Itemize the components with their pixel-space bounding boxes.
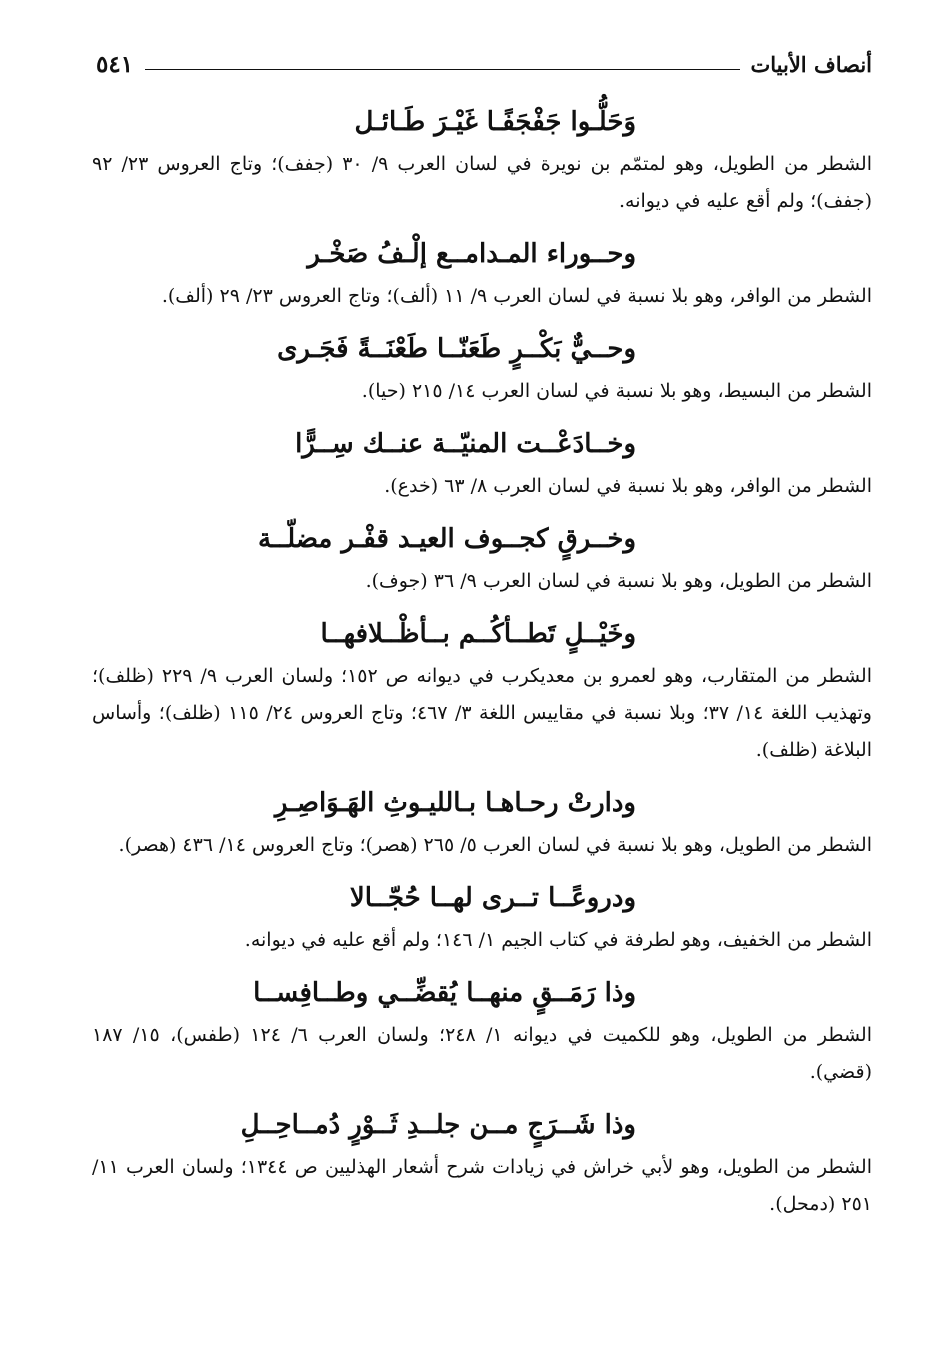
running-header: [96, 44, 872, 84]
verse-entry: [92, 779, 872, 864]
verse-entry: [92, 98, 872, 220]
verse-line: وَحَلُّـوا جَفْجَفًـا غَيْـرَ طَـائـل: [354, 107, 636, 137]
verse-line: ودارتْ رحـاهـا بـالليـوثِ الهَـوَاصِـرِ: [274, 788, 636, 818]
verse-entry: [92, 420, 872, 505]
verse-line: وذا شَــرَجٍ مــن جلــدِ ثَــوْرٍ دُمــاحِــلِ: [240, 1110, 636, 1140]
header-rule: [145, 69, 740, 70]
verse-note: الشطر من الوافر، وهو بلا نسبة في لسان العرب ٩/ ١١ (ألف)؛ وتاج العروس ٢٣/ ٢٩ (ألف).: [161, 285, 872, 307]
verse-note: الشطر من الوافر، وهو بلا نسبة في لسان العرب ٨/ ٦٣ (خدع).: [384, 475, 872, 497]
verse-note: الشطر من البسيط، وهو بلا نسبة في لسان العرب ١٤/ ٢١٥ (حيا).: [361, 380, 872, 402]
verse-entry: [92, 610, 872, 769]
verse-note: الشطر من الطويل، وهو للكميت في ديوانه ١/ ٢٤٨؛ ولسان العرب ٦/ ١٢٤ (طفس)، ١٥/ ١٨٧ (قضي).: [92, 1024, 872, 1083]
verse-entry: [92, 874, 872, 959]
verse-line: ودروعًــا تــرى لهــا حُجّــالا: [349, 883, 636, 913]
verse-line: وحــوراء المـدامــع إلْـفُ صَخْـر: [307, 239, 636, 269]
verse-note: الشطر من الخفيف، وهو لطرفة في كتاب الجيم ١/ ١٤٦؛ ولم أقع عليه في ديوانه.: [244, 929, 872, 951]
page-body: [92, 98, 872, 1233]
verse-entry: [92, 1101, 872, 1223]
verse-line: وخــادَعْــت المنيّــة عنــك سِــرًّا: [295, 429, 636, 459]
verse-line: وحــيٌّ بَكْــرٍ طَعَنّــا طَعْنَــةً فَجَـرى: [277, 334, 636, 364]
verse-entry: [92, 230, 872, 315]
verse-note: الشطر من المتقارب، وهو لعمرو بن معديكرب في ديوانه ص ١٥٢؛ ولسان العرب ٩/ ٢٢٩ (ظلف)؛ وتهذيب اللغة ١٤/ ٣٧؛ وبلا نسبة في مقاييس اللغة ٣/ ٤٦٧؛ وتاج العروس ٢٤/ ١١٥ (ظلف)؛ وأساس البلاغة (ظلف).: [92, 665, 872, 761]
verse-entry: [92, 515, 872, 600]
verse-entry: [92, 325, 872, 410]
verse-note: الشطر من الطويل، وهو بلا نسبة في لسان العرب ٥/ ٢٦٥ (هصر)؛ وتاج العروس ١٤/ ٤٣٦ (هصر).: [118, 834, 872, 856]
verse-entry: [92, 969, 872, 1091]
verse-note: الشطر من الطويل، وهو لمتمّم بن نويرة في لسان العرب ٩/ ٣٠ (جفف)؛ وتاج العروس ٢٣/ ٩٢ (جفف)؛ ولم أقع عليه في ديوانه.: [92, 153, 872, 212]
page-number: ٥٤١: [96, 50, 134, 78]
verse-note: الشطر من الطويل، وهو لأبي خراش في زيادات شرح أشعار الهذليين ص ١٣٤٤؛ ولسان العرب ١١/ ٢٥١ (دمحل).: [92, 1156, 873, 1215]
verse-line: وذا رَمَــقٍ منهــا يُقضِّــي وطــافِســا: [253, 978, 636, 1008]
verse-note: الشطر من الطويل، وهو بلا نسبة في لسان العرب ٩/ ٣٦ (جوف).: [365, 570, 872, 592]
running-title: أنصاف الأبيات: [750, 51, 872, 77]
verse-line: وخــرقٍ كجــوف العيـد قفْـر مضلّــة: [258, 524, 636, 554]
verse-line: وخَيْــلٍ تَطــأكُــم بــأظْــلافهــا: [320, 619, 636, 649]
